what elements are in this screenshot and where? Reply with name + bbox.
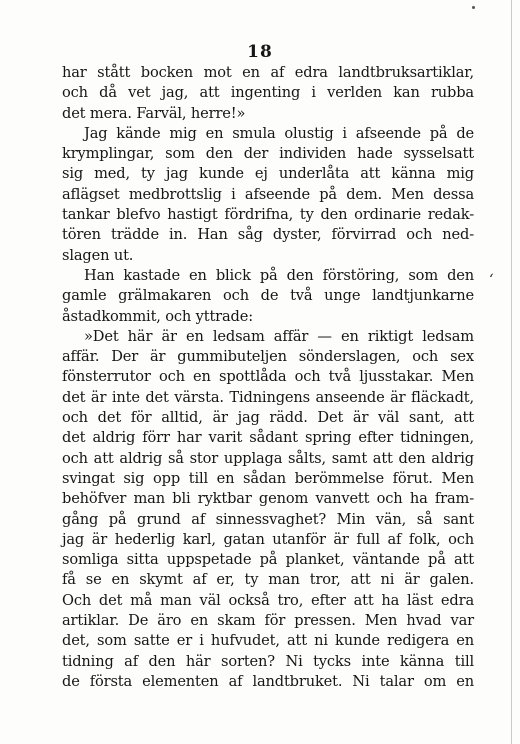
text-line: gamle grälmakaren och de två unge landtjunkarne xyxy=(62,287,474,305)
text-line: tören trädde in. Han såg dyster, förvirrad och ned- xyxy=(62,226,474,244)
text-line: sig med, ty jag kunde ej underlåta att känna mig xyxy=(62,165,474,183)
text-line: få se en skymt af er, ty man tror, att ni är galen. xyxy=(62,571,474,589)
text-line: somliga sitta uppspetade på planket, väntande på att xyxy=(62,551,474,569)
body-text xyxy=(62,63,474,692)
text-line: affär. Der är gummibuteljen sönderslagen, och sex xyxy=(62,348,474,366)
text-line: tankar blefvo hastigt fördrifna, ty den ordinarie redak- xyxy=(62,206,474,224)
text-line: »Det här är en ledsam affär — en riktigt ledsam xyxy=(84,327,474,345)
text-line: aflägset medbrottslig i afseende på dem. Men dessa xyxy=(62,185,474,203)
text-line: det, som satte er i hufvudet, att ni kunde redigera en xyxy=(62,632,474,650)
text-line: har stått bocken mot en af edra landtbruksartiklar, xyxy=(62,64,474,81)
text-line: gång på grund af sinnessvaghet? Min vän, så sant xyxy=(62,510,474,528)
text-line: jag är hederlig karl, gatan utanför är full af folk, och xyxy=(62,530,474,548)
text-line: och det för alltid, är jag rädd. Det är väl sant, att xyxy=(62,409,474,427)
text-line: slagen ut. xyxy=(62,246,134,264)
text-line: åstadkommit, och yttrade: xyxy=(62,307,254,325)
text-line: behöfver man bli ryktbar genom vanvett och ha fram- xyxy=(62,490,474,508)
text-line: Jag kände mig en smula olustig i afseende på de xyxy=(84,124,474,142)
text-line: Han kastade en blick på den förstöring, som den xyxy=(84,266,474,284)
text-line: Och det må man väl också tro, efter att ha läst edra xyxy=(62,591,474,609)
text-line: fönsterrutor och en spottlåda och två ljusstakar. Men xyxy=(62,368,474,386)
text-line: och att aldrig så stor upplaga sålts, samt att den aldrig xyxy=(62,449,474,467)
page-number: 18 xyxy=(247,42,273,62)
text-line: det är inte det värsta. Tidningens anseende är fläckadt, xyxy=(62,388,474,406)
text-line: det mera. Farväl, herre!» xyxy=(62,104,246,122)
text-line: krymplingar, som den der individen hade sysselsatt xyxy=(62,145,474,163)
page-edge xyxy=(511,0,512,744)
text-line: och då vet jag, att ingenting i verlden kan rubba xyxy=(62,84,474,102)
text-line: det aldrig förr har varit sådant spring efter tidningen, xyxy=(62,429,474,447)
text-line: tidning af den här sorten? Ni tycks inte känna till xyxy=(62,652,474,670)
print-speck xyxy=(472,6,475,9)
text-line: de första elementen af landtbruket. Ni talar om en xyxy=(62,672,474,690)
text-line: svingat sig opp till en sådan berömmelse förut. Men xyxy=(62,469,474,487)
text-line: artiklar. De äro en skam för pressen. Men hvad var xyxy=(62,612,474,630)
margin-mark: ʻ xyxy=(489,272,494,288)
